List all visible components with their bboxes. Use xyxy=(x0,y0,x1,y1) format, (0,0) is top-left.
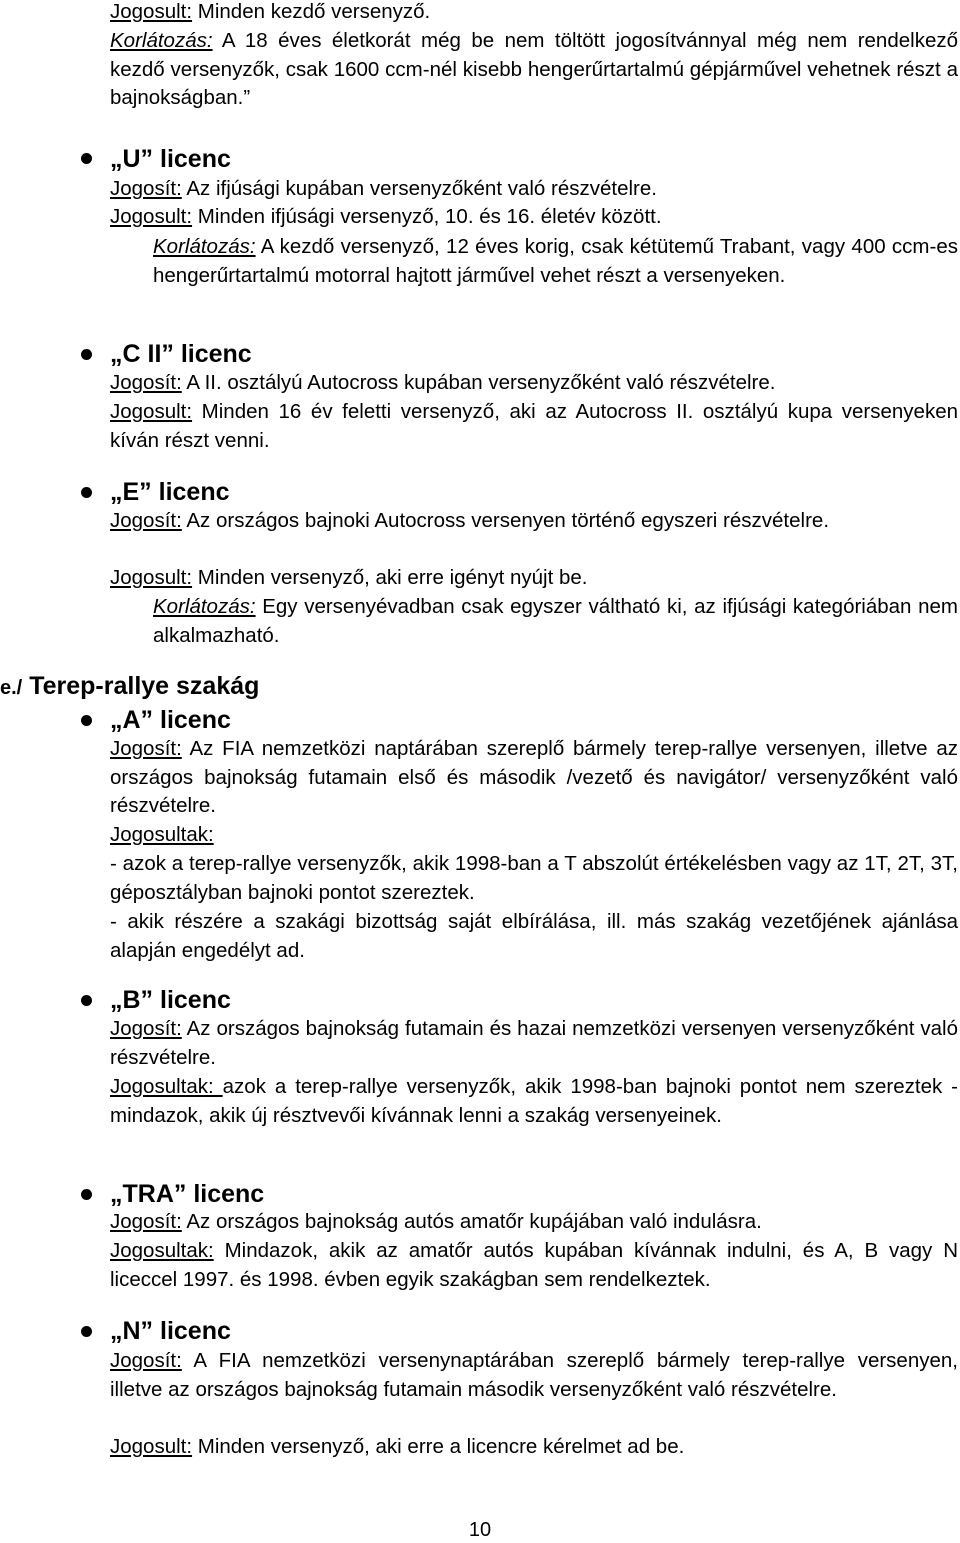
section-title: Terep-rallye szakág xyxy=(22,672,260,700)
jogosultak-label: Jogosultak: xyxy=(110,1239,214,1262)
b-licenc-jogosit xyxy=(110,1015,958,1072)
jogosit-text: A II. osztályú Autocross kupában versenyzőként való részvételre. xyxy=(181,371,776,394)
jogosit-label: Jogosít: xyxy=(110,177,182,200)
jogosult-label: Jogosult: xyxy=(110,566,193,589)
korlatozas-label: Korlátozás: xyxy=(153,595,256,618)
jogosit-label: Jogosít: xyxy=(110,371,182,394)
tra-licenc-jogosultak xyxy=(110,1237,958,1294)
intro-korlatozas xyxy=(110,27,958,113)
n-licenc-title: „N” licenc xyxy=(110,1317,231,1345)
jogosit-label: Jogosít: xyxy=(110,737,182,760)
bullet-icon xyxy=(81,715,92,726)
a-licenc-jogosultak xyxy=(110,821,958,850)
jogosultak-text: Mindazok, akik az amatőr autós kupában kívánnak indulni, és A, B vagy N liceccel 1997. és 1998. évben egyik szakágban sem rendelkeztek. xyxy=(110,1239,958,1291)
u-licenc-title: „U” licenc xyxy=(110,145,231,173)
jogosult-label: Jogosult: xyxy=(110,205,193,228)
bullet-icon xyxy=(81,153,92,164)
c2-licenc-jogosit xyxy=(110,369,958,398)
u-licenc-jogosult xyxy=(110,203,958,232)
jogosult-text: Minden 16 év feletti versenyző, aki az Autocross II. osztályú kupa versenyeken kíván részt venni. xyxy=(110,400,958,452)
jogosult-label: Jogosult: xyxy=(110,1435,193,1458)
korlatozas-text: Egy versenyévadban csak egyszer váltható ki, az ifjúsági kategóriában nem alkalmazható. xyxy=(153,595,958,647)
c2-licenc-title: „C II” licenc xyxy=(110,340,252,368)
e-licenc-title: „E” licenc xyxy=(110,478,230,506)
jogosit-label: Jogosít: xyxy=(110,509,182,532)
u-licenc-jogosit xyxy=(110,175,958,204)
jogosultak-label: Jogosultak: xyxy=(110,823,214,846)
jogosult-text: Minden ifjúsági versenyző, 10. és 16. életév között. xyxy=(192,205,662,228)
jogosit-text: Az országos bajnoki Autocross versenyen történő egyszeri részvételre. xyxy=(181,509,830,532)
korlatozas-text: A 18 éves életkorát még be nem töltött jogosítvánnyal még nem rendelkező kezdő versenyzők, csak 1600 ccm-nél kisebb hengerűrtartalmú gépjárművel vehetnek részt a bajnokságban.” xyxy=(110,29,958,109)
b-licenc-jogosultak xyxy=(110,1073,958,1130)
jogosit-text: Az FIA nemzetközi naptárában szereplő bármely terep-rallye versenyen, illetve az országos bajnokság futamain első és második /vezető és navigátor/ versenyzőként való részvételre. xyxy=(110,737,958,817)
a-licenc-item-1: - azok a terep-rallye versenyzők, akik 1998-ban a T abszolút értékelésben vagy az 1T, 2T, 3T, géposztályban bajnoki pontot szereztek. xyxy=(110,852,958,904)
jogosit-label: Jogosít: xyxy=(110,1349,182,1372)
bullet-icon xyxy=(81,1326,92,1337)
korlatozas-text: A kezdő versenyző, 12 éves korig, csak kétütemű Trabant, vagy 400 ccm-es hengerűrtartalmú motorral hajtott járművel vehet részt a versenyeken. xyxy=(153,235,958,287)
jogosult-text: Minden versenyző, aki erre a licencre kérelmet ad be. xyxy=(192,1435,685,1458)
b-licenc-title: „B” licenc xyxy=(110,986,231,1014)
n-licenc-jogosit xyxy=(110,1347,958,1404)
bullet-icon xyxy=(81,995,92,1006)
jogosult-text: Minden kezdő versenyző. xyxy=(192,0,431,23)
jogosit-text: Az országos bajnokság futamain és hazai nemzetközi versenyen versenyzőként való részvételre. xyxy=(110,1017,958,1069)
e-licenc-jogosult xyxy=(110,564,958,593)
bullet-icon xyxy=(81,349,92,360)
n-licenc-jogosult xyxy=(110,1433,958,1462)
jogosultak-label: Jogosultak: xyxy=(110,1075,223,1098)
c2-licenc-jogosult xyxy=(110,398,958,455)
jogosultak-text: azok a terep-rallye versenyzők, akik 1998-ban bajnoki pontot nem szereztek - mindazok, akik új résztvevői kívánnak lenni a szakág versenyeinek. xyxy=(110,1075,958,1127)
a-licenc-title: „A” licenc xyxy=(110,706,231,734)
tra-licenc-jogosit xyxy=(110,1208,958,1237)
korlatozas-label: Korlátozás: xyxy=(110,29,213,52)
page-number: 10 xyxy=(468,1519,492,1541)
section-prefix: e./ xyxy=(0,677,23,699)
jogosult-label: Jogosult: xyxy=(110,0,193,23)
jogosit-text: Az ifjúsági kupában versenyzőként való részvételre. xyxy=(181,177,657,200)
e-licenc-jogosit xyxy=(110,507,958,536)
bullet-icon xyxy=(81,1189,92,1200)
jogosit-text: Az országos bajnokság autós amatőr kupájában való indulásra. xyxy=(181,1210,762,1233)
jogosult-text: Minden versenyző, aki erre igényt nyújt be. xyxy=(192,566,588,589)
section-heading xyxy=(0,671,259,703)
bullet-icon xyxy=(81,487,92,498)
jogosit-label: Jogosít: xyxy=(110,1017,182,1040)
e-licenc-korlatozas xyxy=(153,593,958,650)
jogosit-text: A FIA nemzetközi versenynaptárában szereplő bármely terep-rallye versenyen, illetve az országos bajnokság futamain második versenyzőként való részvételre. xyxy=(110,1349,958,1401)
jogosit-label: Jogosít: xyxy=(110,1210,182,1233)
korlatozas-label: Korlátozás: xyxy=(153,235,256,258)
a-licenc-jogosit xyxy=(110,735,958,821)
a-licenc-item-2: - akik részére a szakági bizottság saját elbírálása, ill. más szakág vezetőjének ajánlása alapján engedélyt ad. xyxy=(110,910,958,962)
tra-licenc-title: „TRA” licenc xyxy=(110,1180,265,1208)
jogosult-label: Jogosult: xyxy=(110,400,193,423)
u-licenc-korlatozas xyxy=(153,233,958,290)
intro-jogosult xyxy=(110,0,958,27)
